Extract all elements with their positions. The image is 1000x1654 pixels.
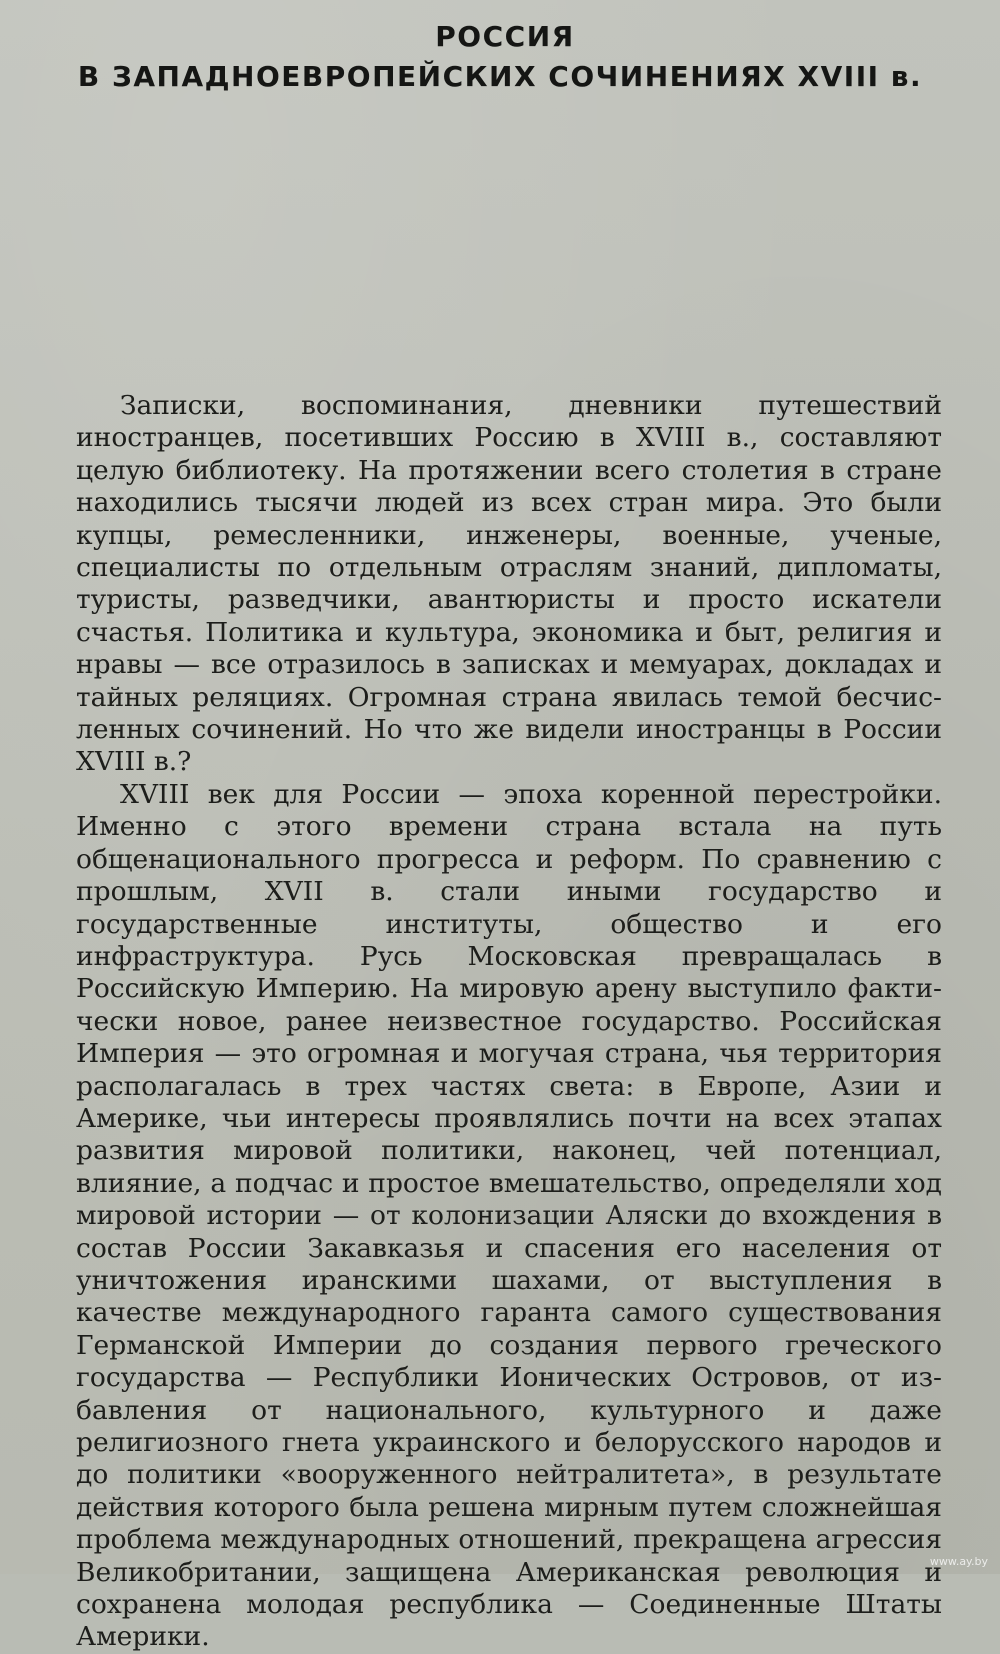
- chapter-title: [0, 20, 1000, 96]
- paragraph-1: Записки, воспоминания, дневники путешествий иностранцев, посетивших Россию в XVIII в., составляют целую библиотеку. На протяжении всего столетия в стране находились тысячи людей из всех стран мира. Это были купцы, ремесленники, инженеры, военные, ученые, специалисты по отдельным отраслям знаний, дипломаты, туристы, разведчики, авантюристы и просто искатели счастья. Политика и культура, экономика и быт, религия и нравы — все отразилось в записках и мемуарах, докладах и тайных реляциях. Огромная страна явилась темой бесчисленных сочинений. Но что же видели иностранцы в России XVIII в.?: [76, 390, 942, 778]
- chapter-title-line-1: РОССИЯ: [435, 20, 575, 53]
- body-text: [76, 390, 942, 1654]
- paragraph-2: XVIII век для России — эпоха коренной перестройки. Именно с этого времени страна встала на путь общенационального прогресса и реформ. По сравнению с прошлым, XVII в. стали иными государство и государственные институты, общество и его инфраструктура. Русь Московская превращалась в Российскую Империю. На мировую арену выступило фактически новое, ранее неизвестное государство. Российская Империя — это огромная и могучая страна, чья территория располагалась в трех частях света: в Европе, Азии и Америке, чьи интересы проявлялись почти на всех этапах развития мировой политики, наконец, чей потенциал, влияние, а подчас и простое вмешательство, определяли ход мировой истории — от колонизации Аляски до вхождения в состав России Закавказья и спасения его населения от уничтожения иранскими шахами, от выступления в качестве международного гаранта самого существования Германской Империи до создания первого греческого государства — Республики Ионических Островов, от избавления от национального, культурного и даже религиозного гнета украинского и белорусского народов и до политики «вооруженного нейтралитета», в результате действия которого была решена мирным путем сложнейшая проблема международных отношений, прекращена агрессия Великобритании, защищена Американская революция и сохранена молодая республика — Соединенные Штаты Америки.: [76, 778, 942, 1653]
- site-watermark: www.ay.by: [929, 1555, 988, 1568]
- chapter-title-line-2: В ЗАПАДНОЕВРОПЕЙСКИХ СОЧИНЕНИЯХ XVIII в.: [77, 60, 923, 93]
